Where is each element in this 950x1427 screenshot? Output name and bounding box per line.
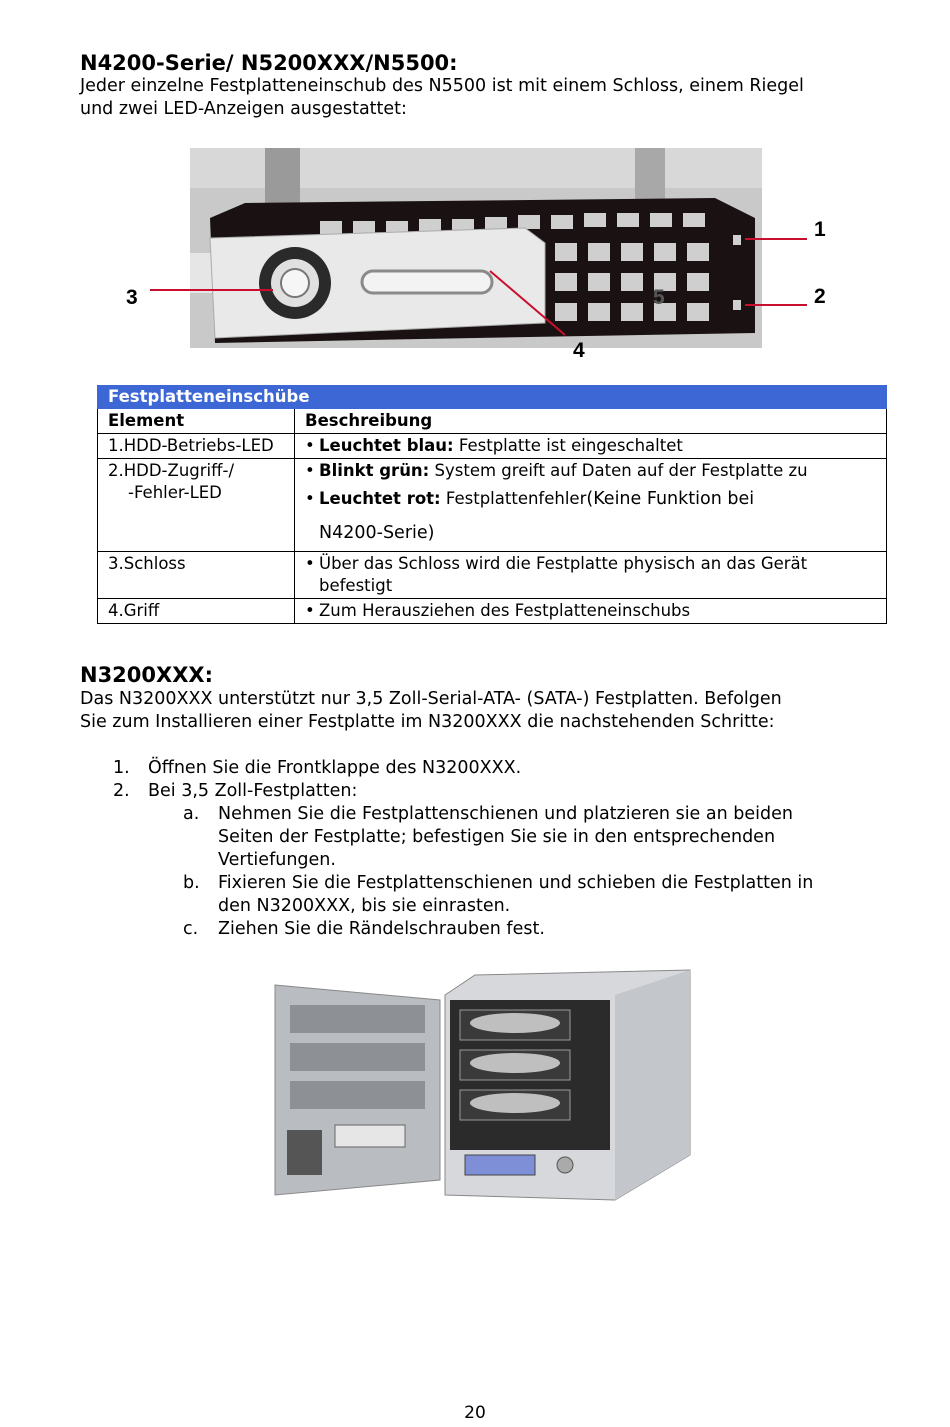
callout-4: 4 <box>573 339 585 362</box>
list-item: a. Nehmen Sie die Festplattenschienen und platzieren sie an beiden Seiten der Festplatte; befestigen Sie sie in den entsprechenden Vertiefungen. <box>183 804 793 870</box>
row-description <box>295 552 887 599</box>
row-description <box>295 434 887 459</box>
page-number: 20 <box>464 1403 486 1423</box>
hdd-bay-table <box>97 385 887 624</box>
list-item: 1. Öffnen Sie die Frontklappe des N3200XXX. <box>113 758 522 778</box>
table-caption-row <box>98 386 887 409</box>
install-steps-list <box>113 757 893 941</box>
callout-1: 1 <box>814 218 826 241</box>
bullet-item: • Leuchtet rot: Festplattenfehler(Keine Funktion bei N4200-Serie) <box>305 482 876 550</box>
row-description <box>295 459 887 552</box>
row-description <box>295 599 887 624</box>
table-row <box>98 552 887 599</box>
bullet-item: • Blinkt grün: System greift auf Daten auf der Festplatte zu <box>305 460 876 482</box>
lcd-display <box>465 1155 535 1175</box>
table-row <box>98 434 887 459</box>
list-item: b. Fixieren Sie die Festplattenschienen und schieben die Festplatten in den N3200XXX, bis sie einrasten. <box>183 873 814 916</box>
hdd-tray-image <box>95 143 855 368</box>
bullet-item: • Über das Schloss wird die Festplatte physisch an das Gerät befestigt <box>305 553 876 597</box>
n3200-intro <box>80 688 782 734</box>
table-row <box>98 599 887 624</box>
power-button-icon <box>557 1157 573 1173</box>
hard-drives <box>460 1010 570 1120</box>
header-element: Element <box>98 409 295 434</box>
section-heading-n4200: N4200-Serie/ N5200XXX/N5500: <box>80 51 458 75</box>
table-row <box>98 459 887 552</box>
nas-device-image <box>265 965 695 1205</box>
door-vents <box>290 1005 425 1109</box>
row-element: 2.HDD-Zugriff-/ -Fehler-LED <box>98 459 295 552</box>
intro-line: Sie zum Installieren einer Festplatte im N3200XXX die nachstehenden Schritte: <box>80 712 775 732</box>
section-heading-n3200: N3200XXX: <box>80 663 213 687</box>
intro-line: Jeder einzelne Festplatteneinschub des N5500 ist mit einem Schloss, einem Riegel <box>80 76 804 96</box>
row-element: 3.Schloss <box>98 552 295 599</box>
intro-paragraph <box>80 75 804 121</box>
intro-line: und zwei LED-Anzeigen ausgestattet: <box>80 99 407 119</box>
bullet-item: • Zum Herausziehen des Festplatteneinschubs <box>305 600 876 622</box>
callout-5: 5 <box>653 286 665 309</box>
led-2 <box>733 300 741 310</box>
row-element: 1.HDD-Betriebs-LED <box>98 434 295 459</box>
header-description: Beschreibung <box>295 409 887 434</box>
callout-3: 3 <box>126 286 138 309</box>
bullet-item: • Leuchtet blau: Festplatte ist eingeschaltet <box>305 435 876 457</box>
intro-line: Das N3200XXX unterstützt nur 3,5 Zoll-Serial-ATA- (SATA-) Festplatten. Befolgen <box>80 689 782 709</box>
handle-latch <box>362 271 492 293</box>
row-element: 4.Griff <box>98 599 295 624</box>
list-item: 2. Bei 3,5 Zoll-Festplatten: <box>113 781 358 801</box>
table-caption: Festplatteneinschübe <box>98 386 887 409</box>
led-1 <box>733 235 741 245</box>
callout-2: 2 <box>814 285 826 308</box>
list-item: c. Ziehen Sie die Rändelschrauben fest. <box>183 919 545 939</box>
table-header-row <box>98 409 887 434</box>
